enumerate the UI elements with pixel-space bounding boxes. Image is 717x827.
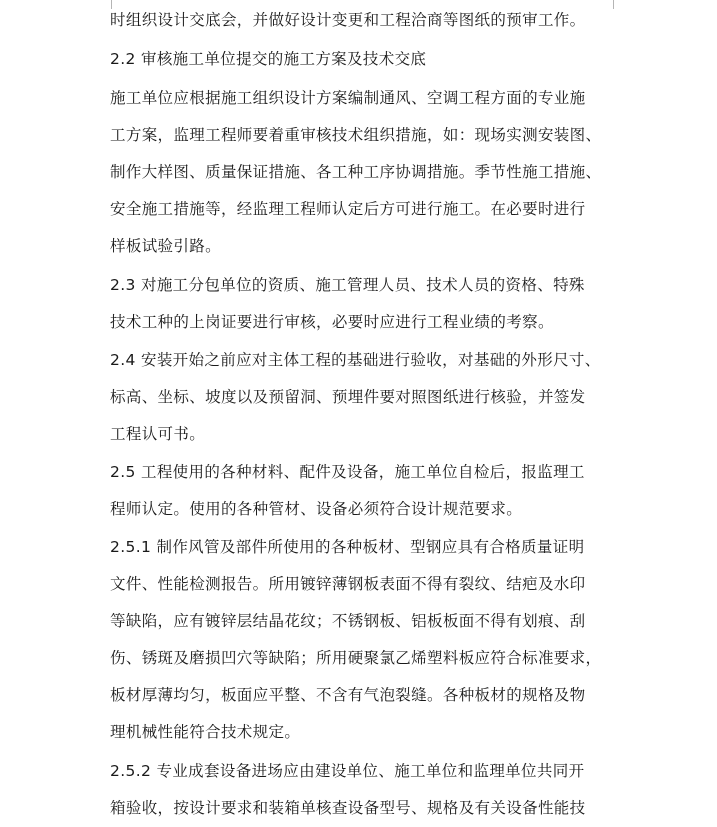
text-line: 箱验收，按设计要求和装箱单核查设备型号、规格及有关设备性能技: [110, 799, 586, 817]
text-line: 时组织设计交底会，并做好设计变更和工程洽商等图纸的预审工作。: [110, 11, 586, 29]
text-line: 2.5.2 专业成套设备进场应由建设单位、施工单位和监理单位共同开: [110, 762, 585, 780]
text-line: 板材厚薄均匀，板面应平整、不含有气泡裂缝。各种板材的规格及物: [110, 686, 586, 704]
section-heading: 2.2 审核施工单位提交的施工方案及技术交底: [110, 50, 427, 68]
text-line: 技术工种的上岗证要进行审核，必要时应进行工程业绩的考察。: [110, 313, 554, 331]
text-line: 文件、性能检测报告。所用镀锌薄钢板表面不得有裂纹、结疤及水印: [110, 575, 586, 593]
crop-mark-top-right: [613, 0, 624, 9]
text-line: 制作大样图、质量保证措施、各工种工序协调措施。季节性施工措施、: [110, 163, 602, 181]
text-line: 工方案，监理工程师要着重审核技术组织措施，如：现场实测安装图、: [110, 126, 602, 144]
text-line: 2.3 对施工分包单位的资质、施工管理人员、技术人员的资格、特殊: [110, 276, 585, 294]
text-line: 标高、坐标、坡度以及预留洞、预埋件要对照图纸进行核验，并签发: [110, 388, 586, 406]
text-line: 程师认定。使用的各种管材、设备必须符合设计规范要求。: [110, 500, 523, 518]
text-line: 2.4 安装开始之前应对主体工程的基础进行验收，对基础的外形尺寸、: [110, 351, 601, 369]
text-line: 工程认可书。: [110, 425, 206, 443]
text-line: 2.5.1 制作风管及部件所使用的各种板材、型钢应具有合格质量证明: [110, 538, 585, 556]
crop-mark-top-left: [101, 0, 112, 9]
text-line: 施工单位应根据施工组织设计方案编制通风、空调工程方面的专业施: [110, 89, 586, 107]
text-line: 等缺陷，应有镀锌层结晶花纹；不锈钢板、铝板板面不得有划痕、刮: [110, 612, 586, 630]
text-line: 2.5 工程使用的各种材料、配件及设备，施工单位自检后，报监理工: [110, 463, 585, 481]
text-line: 安全施工措施等，经监理工程师认定后方可进行施工。在必要时进行: [110, 200, 586, 218]
text-line: 伤、锈斑及磨损凹穴等缺陷；所用硬聚氯乙烯塑料板应符合标准要求，: [110, 649, 602, 667]
text-line: 理机械性能符合技术规定。: [110, 723, 301, 741]
text-line: 样板试验引路。: [110, 237, 221, 255]
